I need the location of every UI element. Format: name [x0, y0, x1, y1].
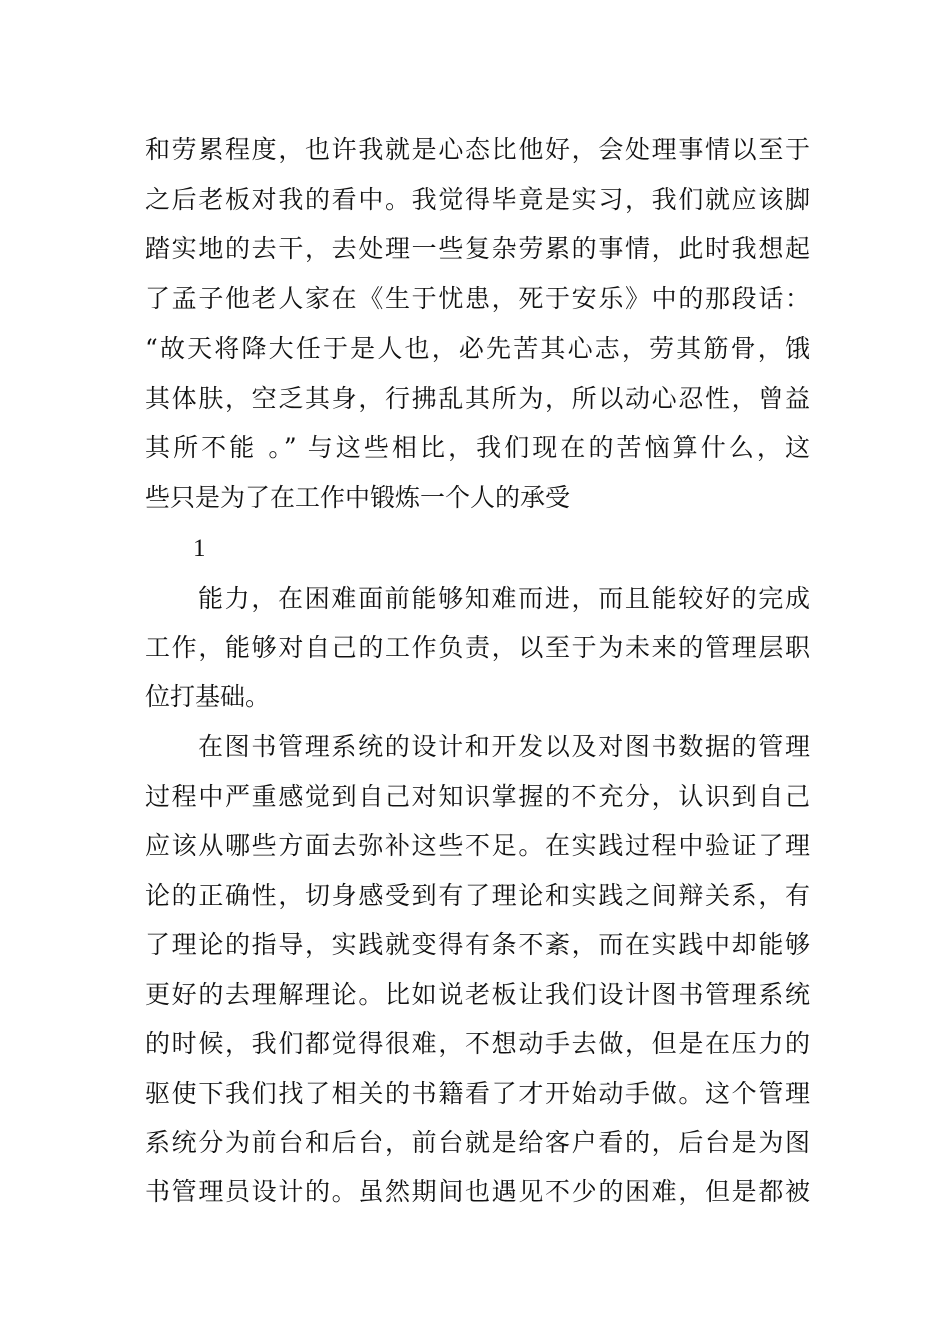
page-number: 1: [193, 535, 206, 562]
text-line: 应该从哪些方面去弥补这些不足。在实践过程中验证了理: [145, 831, 810, 860]
text-line: 的时候，我们都觉得很难，不想动手去做，但是在压力的: [145, 1029, 810, 1058]
text-line: 之后老板对我的看中。我觉得毕竟是实习，我们就应该脚: [145, 185, 810, 214]
text-line: 位打基础。: [145, 682, 271, 711]
text-line: 了理论的指导，实践就变得有条不紊，而在实践中却能够: [145, 930, 810, 959]
text-line: 些只是为了在工作中锻炼一个人的承受: [145, 483, 571, 512]
text-line: 其体肤，空乏其身，行拂乱其所为，所以动心忍性，曾益: [145, 384, 810, 413]
paragraph-first-line: 能力，在困难面前能够知难而进，而且能较好的完成: [198, 584, 810, 613]
text-line: 和劳累程度，也许我就是心态比他好，会处理事情以至于: [145, 135, 810, 164]
text-line: 其所不能 。” 与这些相比，我们现在的苦恼算什么，这: [145, 433, 810, 462]
text-line: 工作，能够对自己的工作负责，以至于为未来的管理层职: [145, 633, 810, 662]
text-line: 系统分为前台和后台，前台就是给客户看的，后台是为图: [145, 1128, 810, 1157]
text-line: 过程中严重感觉到自己对知识掌握的不充分，认识到自己: [145, 782, 810, 811]
text-line: 论的正确性，切身感受到有了理论和实践之间辩关系，有: [145, 881, 810, 910]
paragraph-first-line: 在图书管理系统的设计和开发以及对图书数据的管理: [198, 732, 810, 761]
text-line: 书管理员设计的。虽然期间也遇见不少的困难，但是都被: [145, 1177, 810, 1206]
text-line: 更好的去理解理论。比如说老板让我们设计图书管理系统: [145, 980, 810, 1009]
text-line: “故天将降大任于是人也，必先苦其心志，劳其筋骨，饿: [145, 334, 810, 363]
text-line: 驱使下我们找了相关的书籍看了才开始动手做。这个管理: [145, 1079, 810, 1108]
text-line: 了孟子他老人家在《生于忧患，死于安乐》中的那段话：: [145, 284, 810, 313]
text-line: 踏实地的去干，去处理一些复杂劳累的事情，此时我想起: [145, 234, 810, 263]
